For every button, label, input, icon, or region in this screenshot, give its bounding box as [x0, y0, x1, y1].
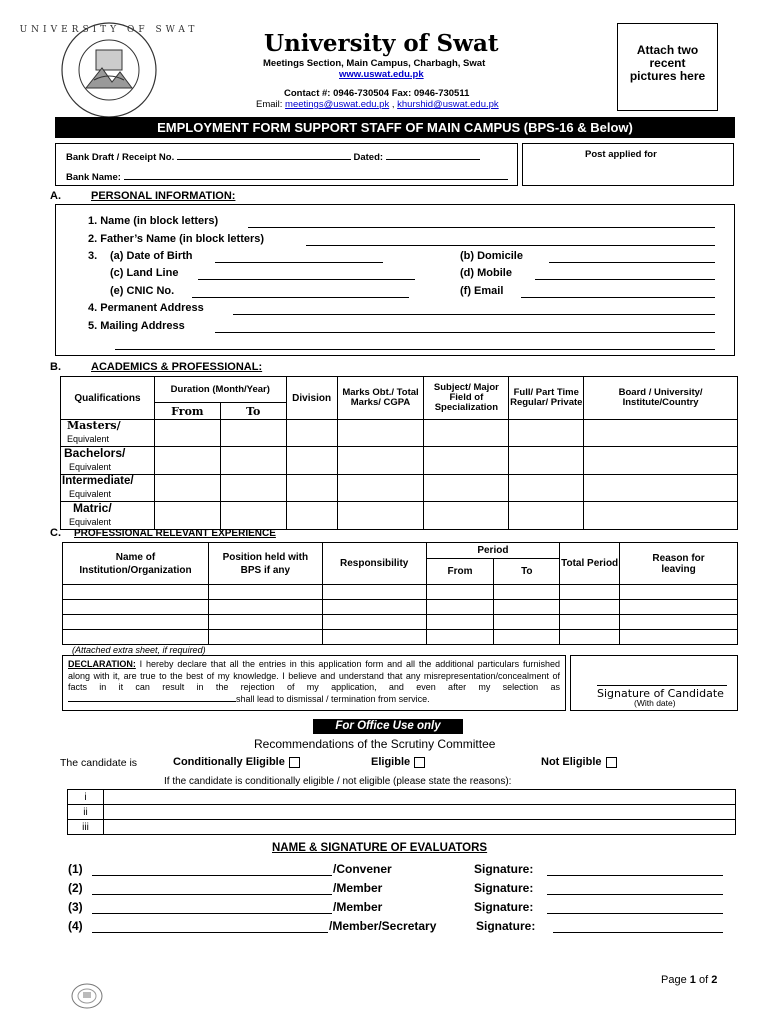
intermediate-division-cell[interactable] [286, 475, 337, 502]
masters-from-cell[interactable] [154, 420, 220, 447]
matric-to-cell[interactable] [220, 502, 286, 530]
exp-cell[interactable] [208, 585, 322, 600]
page-number: Page 1 of 2 [661, 974, 718, 986]
exp-cell[interactable] [208, 630, 322, 645]
masters-subject-cell[interactable] [424, 420, 509, 447]
evaluator-3-number: (3) [68, 900, 83, 914]
email-link-meetings[interactable]: meetings@uswat.edu.pk [285, 99, 390, 110]
reason-iii-label: iii [68, 820, 104, 835]
university-seal [19, 20, 199, 120]
evaluator-4-name-input[interactable] [92, 932, 328, 933]
header-qualifications: Qualifications [61, 377, 155, 420]
evaluator-3-signature-label: Signature: [474, 900, 534, 914]
header-institution: Name of Institution/Organization [63, 543, 209, 585]
declaration-box [62, 655, 566, 711]
exp-cell[interactable] [620, 600, 738, 615]
domicile-input[interactable] [549, 262, 715, 263]
exp-cell[interactable] [620, 585, 738, 600]
evaluator-4-number: (4) [68, 919, 83, 933]
permanent-address-input[interactable] [233, 314, 715, 315]
bank-draft-row: Bank Draft / Receipt No. Dated: [66, 152, 480, 163]
not-eligible-checkbox[interactable] [606, 757, 617, 768]
land-line-input[interactable] [198, 279, 415, 280]
extra-sheet-note: (Attached extra sheet, if required) [72, 645, 206, 655]
section-c-title: PROFESSIONAL RELEVANT EXPERIENCE [74, 528, 276, 539]
matric-from-cell[interactable] [154, 502, 220, 530]
bachelors-division-cell[interactable] [286, 447, 337, 475]
header-board: Board / University/ Institute/Country [584, 377, 738, 420]
item-3-number: 3. [88, 250, 98, 262]
masters-type-cell[interactable] [509, 420, 584, 447]
exp-cell[interactable] [494, 600, 560, 615]
name-input[interactable] [248, 227, 715, 228]
row-matric: Matric/ Equivalent [61, 502, 155, 530]
exp-cell[interactable] [322, 600, 426, 615]
exp-cell[interactable] [560, 615, 620, 630]
row-bachelors: Bachelors/ Equivalent [61, 447, 155, 475]
experience-table [62, 542, 738, 645]
evaluator-1-name-input[interactable] [92, 875, 332, 876]
section-b-title: ACADEMICS & PROFESSIONAL: [91, 361, 263, 373]
exp-cell[interactable] [63, 600, 209, 615]
matric-subject-cell[interactable] [424, 502, 509, 530]
email-link-khurshid[interactable]: khurshid@uswat.edu.pk [397, 99, 499, 110]
evaluator-2-name-input[interactable] [92, 894, 332, 895]
section-b-letter: B. [50, 361, 61, 373]
intermediate-type-cell[interactable] [509, 475, 584, 502]
candidate-is-label: The candidate is [60, 757, 138, 769]
exp-cell[interactable] [620, 615, 738, 630]
header-subject: Subject/ Major Field of Specialization [424, 377, 509, 420]
mobile-label: (d) Mobile [460, 267, 512, 279]
evaluator-4-signature-label: Signature: [476, 919, 536, 933]
reason-i-input[interactable] [104, 790, 736, 805]
exp-cell[interactable] [494, 630, 560, 645]
footer-seal-icon [70, 982, 104, 1010]
evaluator-3-signature-input[interactable] [547, 913, 723, 914]
section-a-letter: A. [50, 190, 61, 202]
father-name-label: 2. Father’s Name (in block letters) [88, 233, 265, 245]
header-period: Period [426, 543, 560, 559]
conditionally-eligible-checkbox[interactable] [289, 757, 300, 768]
dob-label: (a) Date of Birth [110, 250, 193, 262]
exp-cell[interactable] [426, 615, 494, 630]
exp-cell[interactable] [426, 600, 494, 615]
selection-as-input[interactable] [68, 701, 236, 702]
office-use-banner: For Office Use only [313, 719, 463, 734]
masters-board-cell[interactable] [584, 420, 738, 447]
matric-division-cell[interactable] [286, 502, 337, 530]
form-banner: EMPLOYMENT FORM SUPPORT STAFF OF MAIN CAMPUS (BPS-16 & Below) [55, 117, 735, 138]
evaluator-1-signature-input[interactable] [547, 875, 723, 876]
exp-cell[interactable] [494, 615, 560, 630]
exp-cell[interactable] [322, 630, 426, 645]
declaration-label: DECLARATION: [68, 659, 136, 669]
mailing-address-input[interactable] [215, 332, 715, 333]
signature-line [597, 685, 727, 686]
evaluator-3-role: /Member [333, 900, 383, 914]
intermediate-marks-cell[interactable] [337, 475, 424, 502]
signature-label: Signature of Candidate [597, 687, 724, 700]
dated-input[interactable] [386, 159, 480, 160]
contact-info: Contact #: 0946-730504 Fax: 0946-730511 [284, 88, 470, 99]
academics-table [60, 376, 738, 530]
evaluator-1-number: (1) [68, 862, 83, 876]
name-label: 1. Name (in block letters) [88, 215, 219, 227]
bank-draft-input[interactable] [177, 159, 351, 160]
exp-cell[interactable] [560, 600, 620, 615]
not-eligible-option[interactable]: Not Eligible [541, 756, 617, 768]
reason-i-label: i [68, 790, 104, 805]
evaluator-4-signature-input[interactable] [553, 932, 723, 933]
email-field-input[interactable] [521, 297, 715, 298]
exp-cell[interactable] [620, 630, 738, 645]
bank-name-input[interactable] [124, 179, 508, 180]
exp-cell[interactable] [63, 615, 209, 630]
header-reason: Reason for leaving [620, 543, 738, 585]
permanent-address-label: 4. Permanent Address [88, 302, 204, 314]
eligible-checkbox[interactable] [414, 757, 425, 768]
masters-division-cell[interactable] [286, 420, 337, 447]
dob-input[interactable] [215, 262, 383, 263]
masters-marks-cell[interactable] [337, 420, 424, 447]
exp-cell[interactable] [560, 585, 620, 600]
cnic-input[interactable] [192, 297, 409, 298]
reason-iii-input[interactable] [104, 820, 736, 835]
bachelors-to-cell[interactable] [220, 447, 286, 475]
header-full-part-time: Full/ Part Time Regular/ Private [509, 377, 584, 420]
bachelors-subject-cell[interactable] [424, 447, 509, 475]
exp-cell[interactable] [494, 585, 560, 600]
evaluator-4-role: /Member/Secretary [329, 919, 437, 933]
section-c-letter: C. [50, 527, 61, 539]
exp-cell[interactable] [426, 630, 494, 645]
evaluator-1-signature-label: Signature: [474, 862, 534, 876]
declaration-text: I hereby declare that all the entries in this application form and all the additional particulars furnished along with it, are true to the best of my knowledge. I believe and understand that any misrepresentation/concealment of facts in it can result in the rejection of my application, and even after my selection as [68, 659, 560, 692]
evaluator-2-signature-label: Signature: [474, 881, 534, 895]
meetings-section: Meetings Section, Main Campus, Charbagh, Swat [263, 58, 486, 69]
header-position: Position held with BPS if any [208, 543, 322, 585]
reasons-table [67, 789, 736, 835]
cnic-label: (e) CNIC No. [110, 285, 175, 297]
header-total-period: Total Period [560, 543, 620, 585]
header-marks: Marks Obt./ Total Marks/ CGPA [337, 377, 424, 420]
declaration-text-end: shall lead to dismissal / termination from service. [236, 693, 430, 704]
header-from: From [154, 403, 220, 420]
evaluator-2-number: (2) [68, 881, 83, 895]
mailing-address-label: 5. Mailing Address [88, 320, 185, 332]
mobile-input[interactable] [535, 279, 715, 280]
exp-cell[interactable] [63, 630, 209, 645]
exp-cell[interactable] [208, 615, 322, 630]
seal-text: UNIVERSITY OF SWAT [19, 25, 199, 35]
section-a-title: PERSONAL INFORMATION: [91, 190, 236, 202]
reason-ii-label: ii [68, 805, 104, 820]
header-division: Division [286, 377, 337, 420]
exp-cell[interactable] [560, 630, 620, 645]
recommendations-title: Recommendations of the Scrutiny Committee [254, 737, 496, 751]
intermediate-to-cell[interactable] [220, 475, 286, 502]
exp-cell[interactable] [426, 585, 494, 600]
university-title: University of Swat [264, 30, 499, 57]
evaluators-title: NAME & SIGNATURE OF EVALUATORS [272, 842, 488, 854]
domicile-label: (b) Domicile [460, 250, 523, 262]
evaluator-2-signature-input[interactable] [547, 894, 723, 895]
website-link[interactable]: www.uswat.edu.pk [339, 69, 424, 80]
bachelors-board-cell[interactable] [584, 447, 738, 475]
evaluator-1-role: /Convener [333, 862, 392, 876]
bachelors-type-cell[interactable] [509, 447, 584, 475]
photo-box: Attach two recent pictures here [617, 23, 718, 111]
conditionally-eligible-option[interactable]: Conditionally Eligible [173, 756, 300, 768]
exp-cell[interactable] [63, 585, 209, 600]
bachelors-from-cell[interactable] [154, 447, 220, 475]
header-period-to: To [494, 559, 560, 585]
evaluator-2-role: /Member [333, 881, 383, 895]
post-applied-label: Post applied for [585, 149, 657, 160]
mailing-address-input-2[interactable] [115, 349, 715, 350]
masters-to-cell[interactable] [220, 420, 286, 447]
reasons-instruction: If the candidate is conditionally eligible / not eligible (please state the reasons): [164, 776, 512, 787]
eligible-option[interactable]: Eligible [371, 756, 425, 768]
header-to: To [220, 403, 286, 420]
email-line: Email: meetings@uswat.edu.pk , khurshid@uswat.edu.pk [256, 99, 499, 110]
exp-cell[interactable] [322, 585, 426, 600]
header-responsibility: Responsibility [322, 543, 426, 585]
intermediate-from-cell[interactable] [154, 475, 220, 502]
row-intermediate: Intermediate/ Equivalent [61, 475, 155, 502]
land-line-label: (c) Land Line [110, 267, 179, 279]
bank-name-row: Bank Name: [66, 172, 508, 183]
exp-cell[interactable] [208, 600, 322, 615]
reason-ii-input[interactable] [104, 805, 736, 820]
evaluator-3-name-input[interactable] [92, 913, 332, 914]
bachelors-marks-cell[interactable] [337, 447, 424, 475]
matric-type-cell[interactable] [509, 502, 584, 530]
with-date-label: (With date) [634, 698, 676, 708]
header-period-from: From [426, 559, 494, 585]
exp-cell[interactable] [322, 615, 426, 630]
email-field-label: (f) Email [460, 285, 504, 297]
matric-board-cell[interactable] [584, 502, 738, 530]
row-masters: Masters/ Equivalent [61, 420, 155, 447]
father-name-input[interactable] [306, 245, 715, 246]
intermediate-board-cell[interactable] [584, 475, 738, 502]
header-duration: Duration (Month/Year) [154, 377, 286, 403]
matric-marks-cell[interactable] [337, 502, 424, 530]
intermediate-subject-cell[interactable] [424, 475, 509, 502]
